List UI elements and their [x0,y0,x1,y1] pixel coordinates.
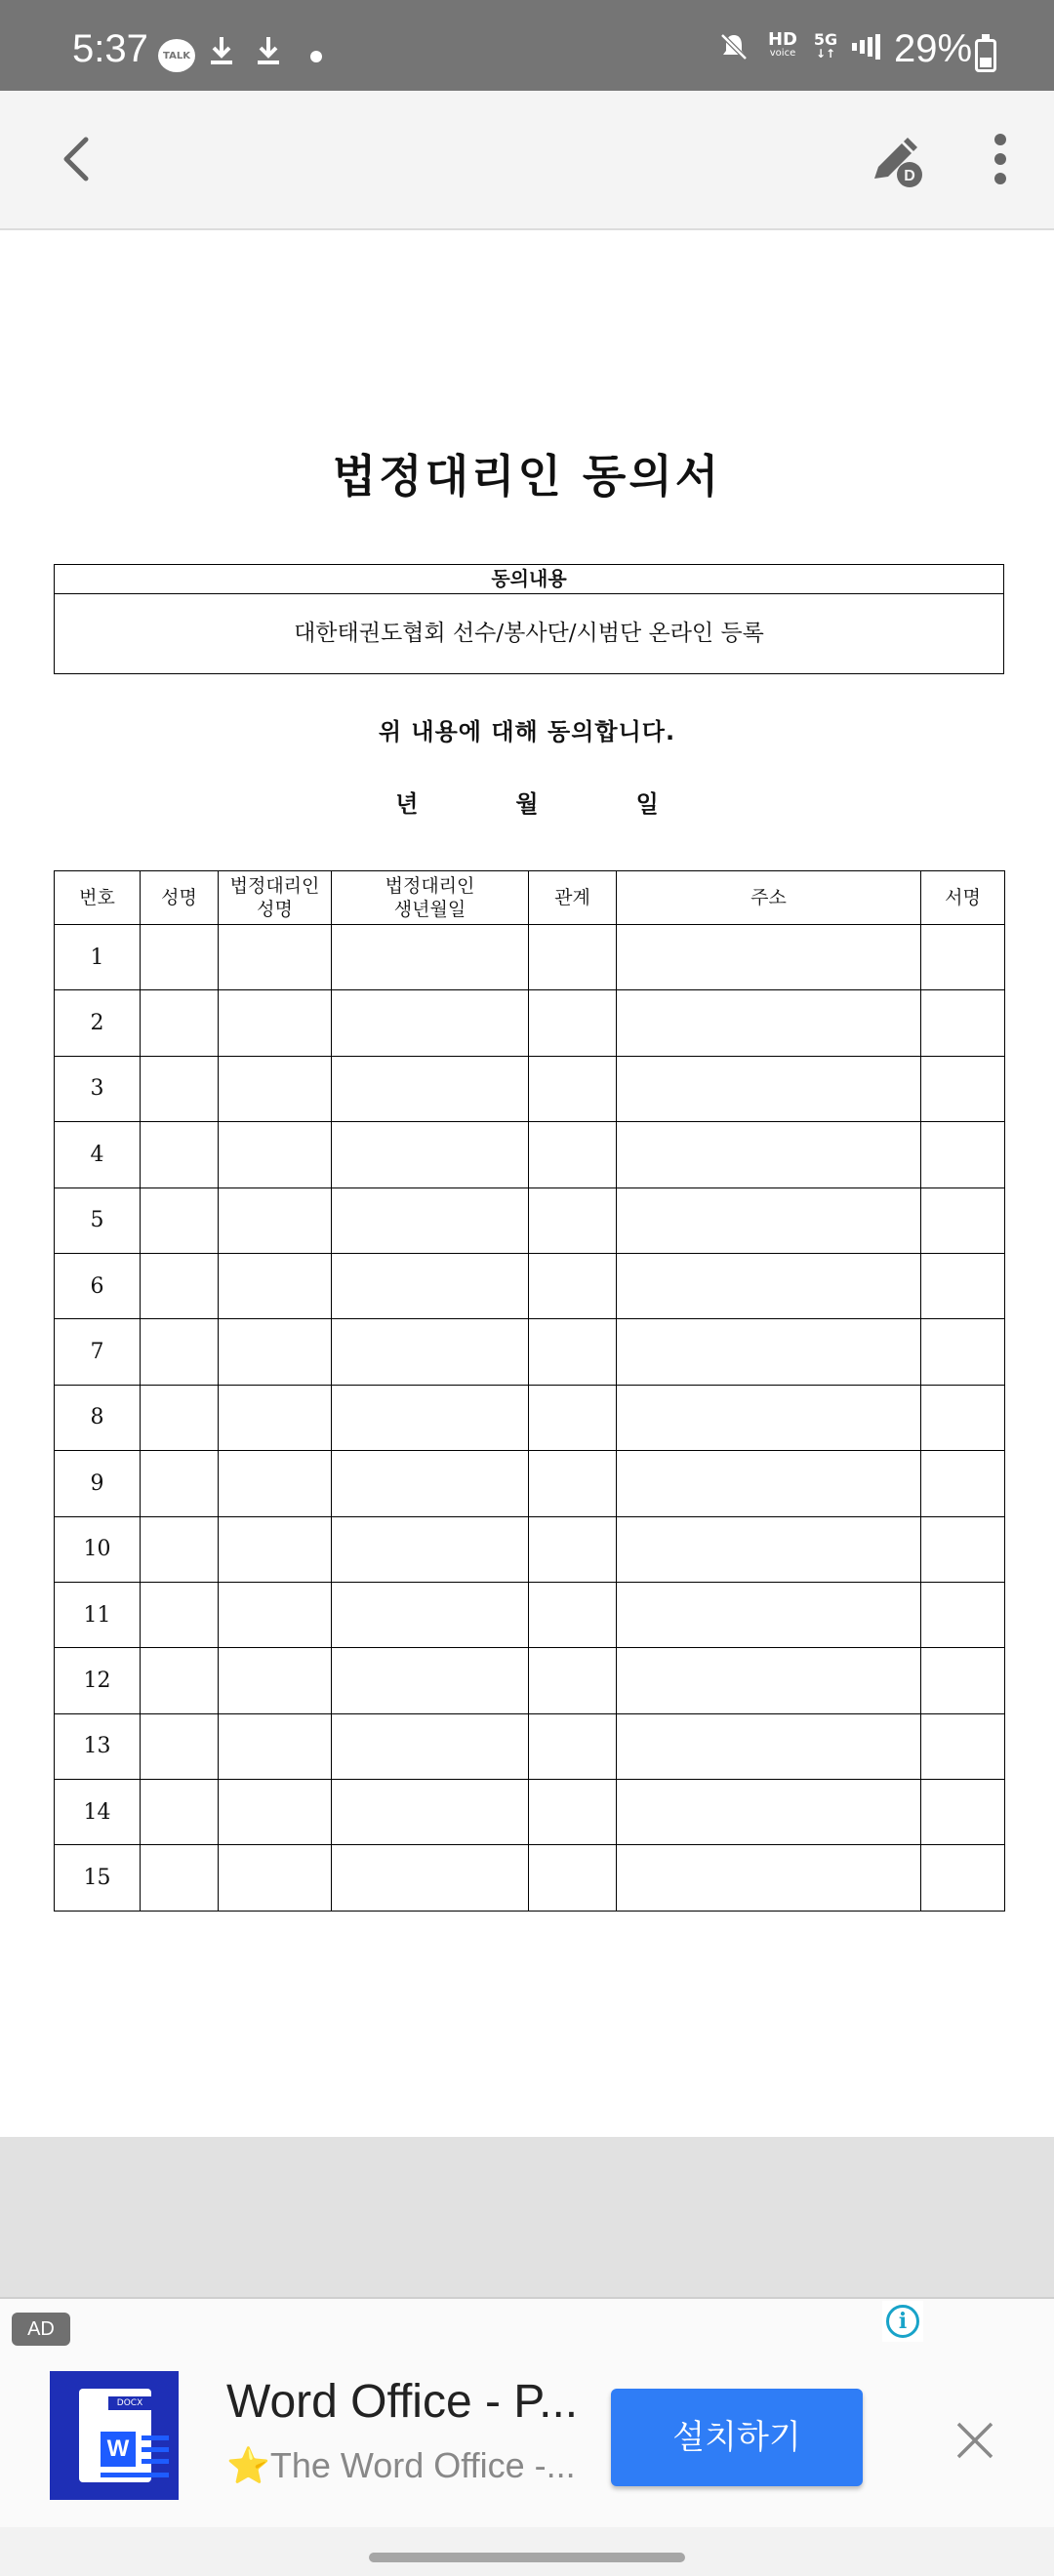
table-cell [141,925,219,990]
table-cell [332,1516,529,1582]
table-cell [332,1780,529,1845]
table-cell [219,1780,332,1845]
table-cell [219,990,332,1056]
more-options-button[interactable] [976,130,1025,192]
table-cell [141,1056,219,1121]
table-header-cell: 번호 [55,871,141,925]
table-cell [332,1713,529,1779]
ad-banner[interactable] [0,2297,1054,2527]
status-time: 5:37 [72,27,148,70]
table-cell [921,1780,1005,1845]
row-number: 6 [55,1253,141,1318]
table-cell [332,1319,529,1385]
install-button[interactable]: 설치하기 [611,2389,863,2486]
star-icon: ⭐ [226,2445,270,2485]
hd-label: HD [767,29,797,50]
table-cell [141,1187,219,1253]
table-cell [219,1648,332,1713]
document-viewer-background [0,2137,1054,2297]
table-cell [141,1648,219,1713]
table-row [55,990,1005,1056]
table-header-cell: 성명 [141,871,219,925]
table-cell [529,1122,617,1187]
table-cell [617,1582,921,1647]
table-cell [921,1056,1005,1121]
table-cell [219,1319,332,1385]
consent-header: 동의내용 [55,565,1003,594]
table-cell [617,1319,921,1385]
table-cell [219,925,332,990]
table-row [55,1187,1005,1253]
table-cell [617,1056,921,1121]
table-cell [141,1122,219,1187]
row-number: 15 [55,1845,141,1911]
document-title: 법정대리인 동의서 [332,450,722,503]
table-cell [219,1582,332,1647]
ad-title[interactable]: Word Office - P... [226,2376,578,2428]
table-cell [219,1187,332,1253]
table-cell [617,990,921,1056]
table-cell [921,1385,1005,1450]
table-row [55,1122,1005,1187]
table-cell [617,1845,921,1911]
mute-icon [716,29,751,64]
table-row [55,1713,1005,1779]
row-number: 1 [55,925,141,990]
logo-letter: W [101,2432,136,2467]
table-row [55,1385,1005,1450]
table-row [55,1451,1005,1516]
document-icon [79,2389,151,2482]
table-header-cell: 주소 [617,871,921,925]
back-button[interactable] [49,130,107,188]
table-cell [921,1451,1005,1516]
table-cell [141,1253,219,1318]
logo-docx-tag: DOCX [108,2396,151,2410]
close-icon [953,2418,997,2463]
table-cell [219,1451,332,1516]
signal-icon [851,29,884,64]
edit-badge: D [904,168,915,184]
table-cell [617,1648,921,1713]
table-cell [529,1385,617,1450]
table-cell [332,1648,529,1713]
table-cell [332,925,529,990]
app-logo[interactable] [50,2371,179,2500]
table-cell [617,1385,921,1450]
table-cell [529,1516,617,1582]
battery-icon [975,39,996,72]
row-number: 14 [55,1780,141,1845]
table-cell [219,1122,332,1187]
consent-box [54,564,1004,674]
table-cell [141,1713,219,1779]
table-cell [141,1385,219,1450]
table-row [55,1582,1005,1647]
table-cell [141,1845,219,1911]
table-header-cell: 관계 [529,871,617,925]
table-cell [219,1845,332,1911]
table-cell [219,1713,332,1779]
table-cell [529,1253,617,1318]
table-row [55,925,1005,990]
dot-icon [310,51,322,62]
table-cell [617,1122,921,1187]
home-gesture-bar[interactable] [369,2553,685,2562]
row-number: 11 [55,1582,141,1647]
ad-info-button[interactable] [882,2301,923,2342]
table-header-cell: 서명 [921,871,1005,925]
table-cell [921,990,1005,1056]
table-cell [529,1582,617,1647]
table-cell [529,1845,617,1911]
table-cell [141,990,219,1056]
table-row [55,1648,1005,1713]
table-cell [141,1451,219,1516]
row-number: 4 [55,1122,141,1187]
table-cell [617,1187,921,1253]
download-icon [207,33,236,68]
row-number: 8 [55,1385,141,1450]
table-cell [921,1845,1005,1911]
table-cell [617,1516,921,1582]
table-row [55,1845,1005,1911]
table-cell [921,1187,1005,1253]
table-row [55,1056,1005,1121]
table-cell [617,1253,921,1318]
document-page[interactable] [0,232,1054,2137]
table-row [55,1319,1005,1385]
row-number: 10 [55,1516,141,1582]
table-cell [219,1385,332,1450]
battery-percent: 29% [894,27,973,70]
voice-label: voice [769,48,796,59]
table-cell [141,1582,219,1647]
more-vert-icon [976,130,1025,192]
table-cell [332,1122,529,1187]
table-cell [141,1319,219,1385]
hd-voice-icon [765,29,800,64]
row-number: 7 [55,1319,141,1385]
consent-body: 대한태권도협회 선수/봉사단/시범단 온라인 등록 [294,621,764,646]
table-cell [332,1451,529,1516]
table-cell [141,1516,219,1582]
table-cell [921,1122,1005,1187]
table-cell [529,1648,617,1713]
table-cell [921,925,1005,990]
agree-statement: 위 내용에 대해 동의합니다. [378,718,676,745]
table-cell [921,1319,1005,1385]
status-bar [0,0,1054,91]
table-cell [921,1253,1005,1318]
download-icon [254,33,283,68]
table-header-cell: 법정대리인 성명 [219,871,332,925]
table-cell [921,1648,1005,1713]
date-year: 년 [395,790,419,818]
table-cell [921,1582,1005,1647]
table-cell [529,1780,617,1845]
table-cell [529,1713,617,1779]
back-arrow-icon [49,130,107,188]
info-icon: i [886,2305,919,2338]
table-cell [529,925,617,990]
table-cell [617,1713,921,1779]
navigation-bar [0,2527,1054,2576]
row-number: 2 [55,990,141,1056]
table-cell [332,1187,529,1253]
table-cell [529,990,617,1056]
date-day: 일 [635,790,659,818]
5g-icon: 5G ↓↑ [813,30,838,60]
table-cell [529,1451,617,1516]
table-cell [529,1056,617,1121]
row-number: 9 [55,1451,141,1516]
row-number: 12 [55,1648,141,1713]
network-label: 5G [813,30,838,49]
table-cell [332,1845,529,1911]
table-cell [332,1253,529,1318]
edit-button[interactable] [867,130,929,192]
table-cell [529,1319,617,1385]
edit-pen-icon [867,130,929,192]
table-row [55,1253,1005,1318]
ad-badge: AD [12,2313,70,2346]
table-cell [219,1253,332,1318]
table-cell [921,1713,1005,1779]
table-cell [617,1451,921,1516]
row-number: 5 [55,1187,141,1253]
table-cell [332,1385,529,1450]
table-cell [219,1516,332,1582]
table-row [55,1516,1005,1582]
table-header-row [55,871,1005,925]
table-header-cell: 법정대리인 생년월일 [332,871,529,925]
table-row [55,1780,1005,1845]
table-cell [617,1780,921,1845]
table-cell [617,925,921,990]
table-cell [921,1516,1005,1582]
row-number: 13 [55,1713,141,1779]
table-cell [332,1056,529,1121]
ad-subtitle-text: The Word Office -... [269,2445,576,2485]
date-month: 월 [515,790,539,818]
consent-table [54,870,1005,1912]
talk-icon: TALK [158,39,195,72]
table-cell [332,990,529,1056]
table-cell [219,1056,332,1121]
table-cell [141,1780,219,1845]
date-line [0,785,1054,819]
close-ad-button[interactable] [953,2418,997,2463]
table-cell [529,1187,617,1253]
ad-subtitle [226,2445,578,2486]
row-number: 3 [55,1056,141,1121]
table-cell [332,1582,529,1647]
app-bar [0,91,1054,230]
